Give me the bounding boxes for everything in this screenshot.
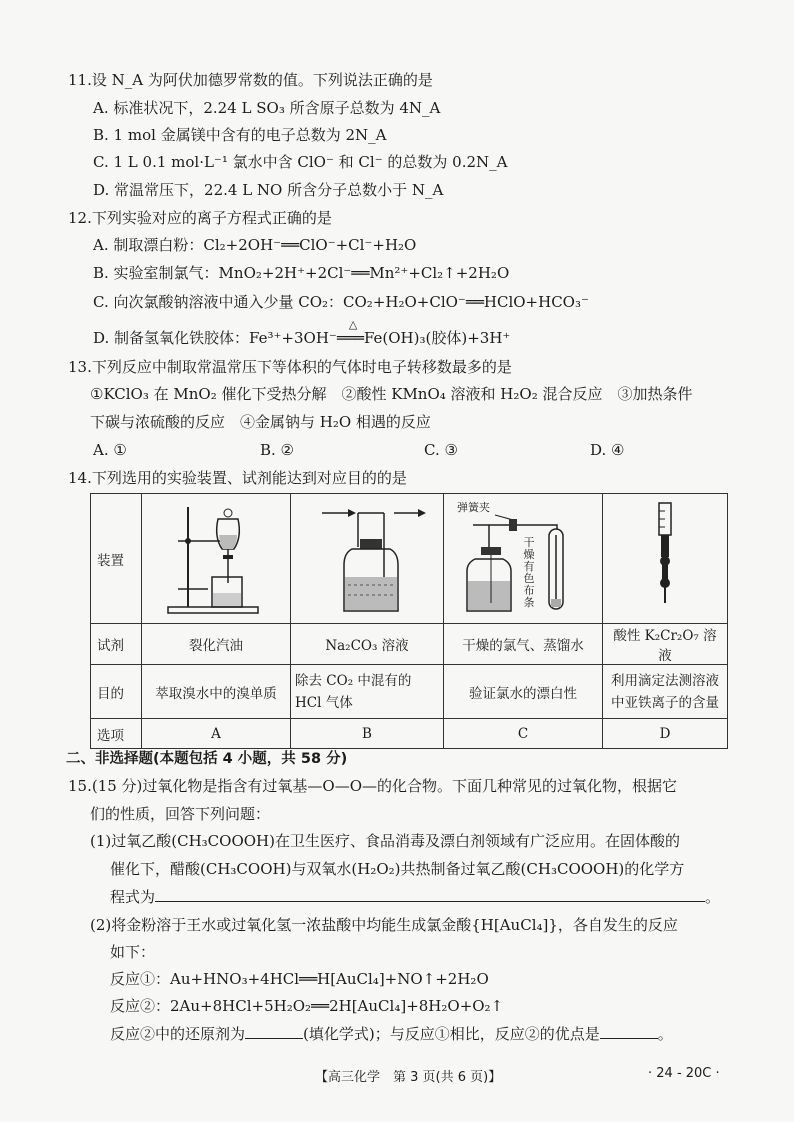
reagent-d: 酸性 K₂Cr₂O₇ 溶液	[603, 624, 728, 665]
q15-reductant-prompt: 反应②中的还原剂为	[110, 1025, 246, 1043]
q15-part1-line3	[110, 887, 720, 907]
reagent-a: 裂化汽油	[142, 624, 291, 665]
q13-choice-d: D. ④	[590, 441, 625, 459]
apparatus-d-burette	[603, 494, 728, 624]
reagent-b: Na₂CO₃ 溶液	[291, 624, 444, 665]
triangle-heat-icon: △	[348, 318, 358, 331]
q13-line2: 下碳与浓硫酸的反应 ④金属钠与 H₂O 相遇的反应	[90, 413, 431, 431]
label-spring-clamp: 弹簧夹	[457, 500, 490, 514]
q12-option-d-right: Fe(OH)₃(胶体)+3H⁺	[363, 329, 511, 347]
q12-option-a: A. 制取漂白粉：Cl₂+2OH⁻══ClO⁻+Cl⁻+H₂O	[93, 236, 417, 254]
q13-choice-c: C. ③	[424, 441, 458, 459]
q12-option-c: C. 向次氯酸钠溶液中通入少量 CO₂：CO₂+H₂O+ClO⁻══HClO+HCO₃⁻	[93, 293, 589, 311]
q14-stem: 14.下列选用的实验装置、试剂能达到对应目的的是	[68, 469, 407, 487]
q14-table	[90, 493, 728, 749]
option-d: D	[603, 719, 728, 749]
label-dry-colored-strip: 干燥有色布条	[523, 535, 535, 609]
q15-part1-line2: 催化下，醋酸(CH₃COOH)与双氧水(H₂O₂)共热制备过氧乙酸(CH₃COOOH)的化学方	[110, 860, 685, 878]
q15-reaction-2: 反应②：2Au+8HCl+5H₂O₂══2H[AuCl₄]+8H₂O+O₂↑	[110, 997, 504, 1015]
q11-stem: 11.设 N_A 为阿伏加德罗常数的值。下列说法正确的是	[68, 71, 433, 89]
q11-option-d: D. 常温常压下，22.4 L NO 所含分子总数小于 N_A	[93, 181, 444, 199]
footer-page-info: 【高三化学 第 3 页(共 6 页)】	[315, 1070, 502, 1085]
reagent-c: 干燥的氯气、蒸馏水	[444, 624, 603, 665]
q15-part2-line1: (2)将金粉溶于王水或过氧化氢一浓盐酸中均能生成氯金酸{H[AuCl₄]}，各自发生的反应	[90, 916, 678, 934]
q15-part2-question	[110, 1024, 673, 1044]
footer-code: · 24 - 20C ·	[648, 1066, 720, 1081]
q15-advantage-prompt: (填化学式)；与反应①相比，反应②的优点是	[303, 1025, 600, 1043]
row-label-reagent: 试剂	[91, 624, 142, 665]
section-2-heading: 二、非选择题(本题包括 4 小题，共 58 分)	[66, 751, 348, 767]
q11-option-a: A. 标准状况下，2.24 L SO₃ 所含原子总数为 4N_A	[93, 99, 441, 117]
table-row-purpose	[91, 665, 728, 719]
table-row-apparatus	[91, 494, 728, 624]
q15-part1-line1: (1)过氧乙酸(CH₃COOOH)在卫生医疗、食品消毒及漂白剂领域有广泛应用。在固体酸的	[90, 832, 680, 850]
q15-part1-prompt: 程式为	[110, 888, 156, 906]
row-label-option: 选项	[91, 719, 142, 749]
q13-stem: 13.下列反应中制取常温常压下等体积的气体时电子转移数最多的是	[68, 358, 512, 376]
q13-line1: ①KClO₃ 在 MnO₂ 催化下受热分解 ②酸性 KMnO₄ 溶液和 H₂O₂ 混合反应 ③加热条件	[90, 385, 693, 403]
q11-option-b: B. 1 mol 金属镁中含有的电子总数为 2N_A	[93, 126, 387, 144]
row-label-purpose: 目的	[91, 665, 142, 719]
q15-reaction-1: 反应①：Au+HNO₃+4HCl══H[AuCl₄]+NO↑+2H₂O	[110, 970, 489, 988]
q13-choice-a: A. ①	[93, 441, 127, 459]
purpose-b: 除去 CO₂ 中混有的 HCl 气体	[291, 665, 444, 719]
q15-stem-line1: 15.(15 分)过氧化物是指含有过氧基—O—O—的化合物。下面几种常见的过氧化物，根据它	[68, 777, 678, 795]
option-b: B	[291, 719, 444, 749]
purpose-d: 利用滴定法测溶液中亚铁离子的含量	[603, 665, 728, 719]
q13-choice-b: B. ②	[260, 441, 295, 459]
answer-blank-equation[interactable]	[155, 887, 705, 902]
apparatus-c-chlorine-bleach	[444, 494, 603, 624]
answer-blank-advantage[interactable]	[600, 1024, 658, 1039]
q11-option-c: C. 1 L 0.1 mol·L⁻¹ 氯水中含 ClO⁻ 和 Cl⁻ 的总数为 0.2N_A	[93, 153, 508, 171]
purpose-c: 验证氯水的漂白性	[444, 665, 603, 719]
period: 。	[705, 888, 721, 906]
row-label-apparatus: 装置	[91, 494, 142, 624]
q12-option-d	[93, 318, 511, 348]
q15-end: 。	[657, 1025, 673, 1043]
apparatus-a-separatory-funnel	[142, 494, 291, 624]
table-row-reagent	[91, 624, 728, 665]
apparatus-b-wash-bottle	[291, 494, 444, 624]
q15-part2-line2: 如下：	[110, 943, 156, 961]
answer-blank-reductant[interactable]	[245, 1024, 303, 1039]
q15-stem-line2: 们的性质，回答下列问题：	[90, 805, 271, 823]
q12-option-d-left: D. 制备氢氧化铁胶体：Fe³⁺+3OH⁻	[93, 329, 337, 347]
heating-equals-sign: △ ═══	[337, 328, 364, 348]
q12-stem: 12.下列实验对应的离子方程式正确的是	[68, 209, 332, 227]
separatory-funnel-diagram	[156, 499, 276, 619]
burette-diagram	[635, 499, 695, 619]
q12-option-b: B. 实验室制氯气：MnO₂+2H⁺+2Cl⁻══Mn²⁺+Cl₂↑+2H₂O	[93, 264, 510, 282]
gas-wash-bottle-diagram	[302, 499, 432, 619]
purpose-a: 萃取溴水中的溴单质	[142, 665, 291, 719]
table-row-option	[91, 719, 728, 749]
option-c: C	[444, 719, 603, 749]
option-a: A	[142, 719, 291, 749]
